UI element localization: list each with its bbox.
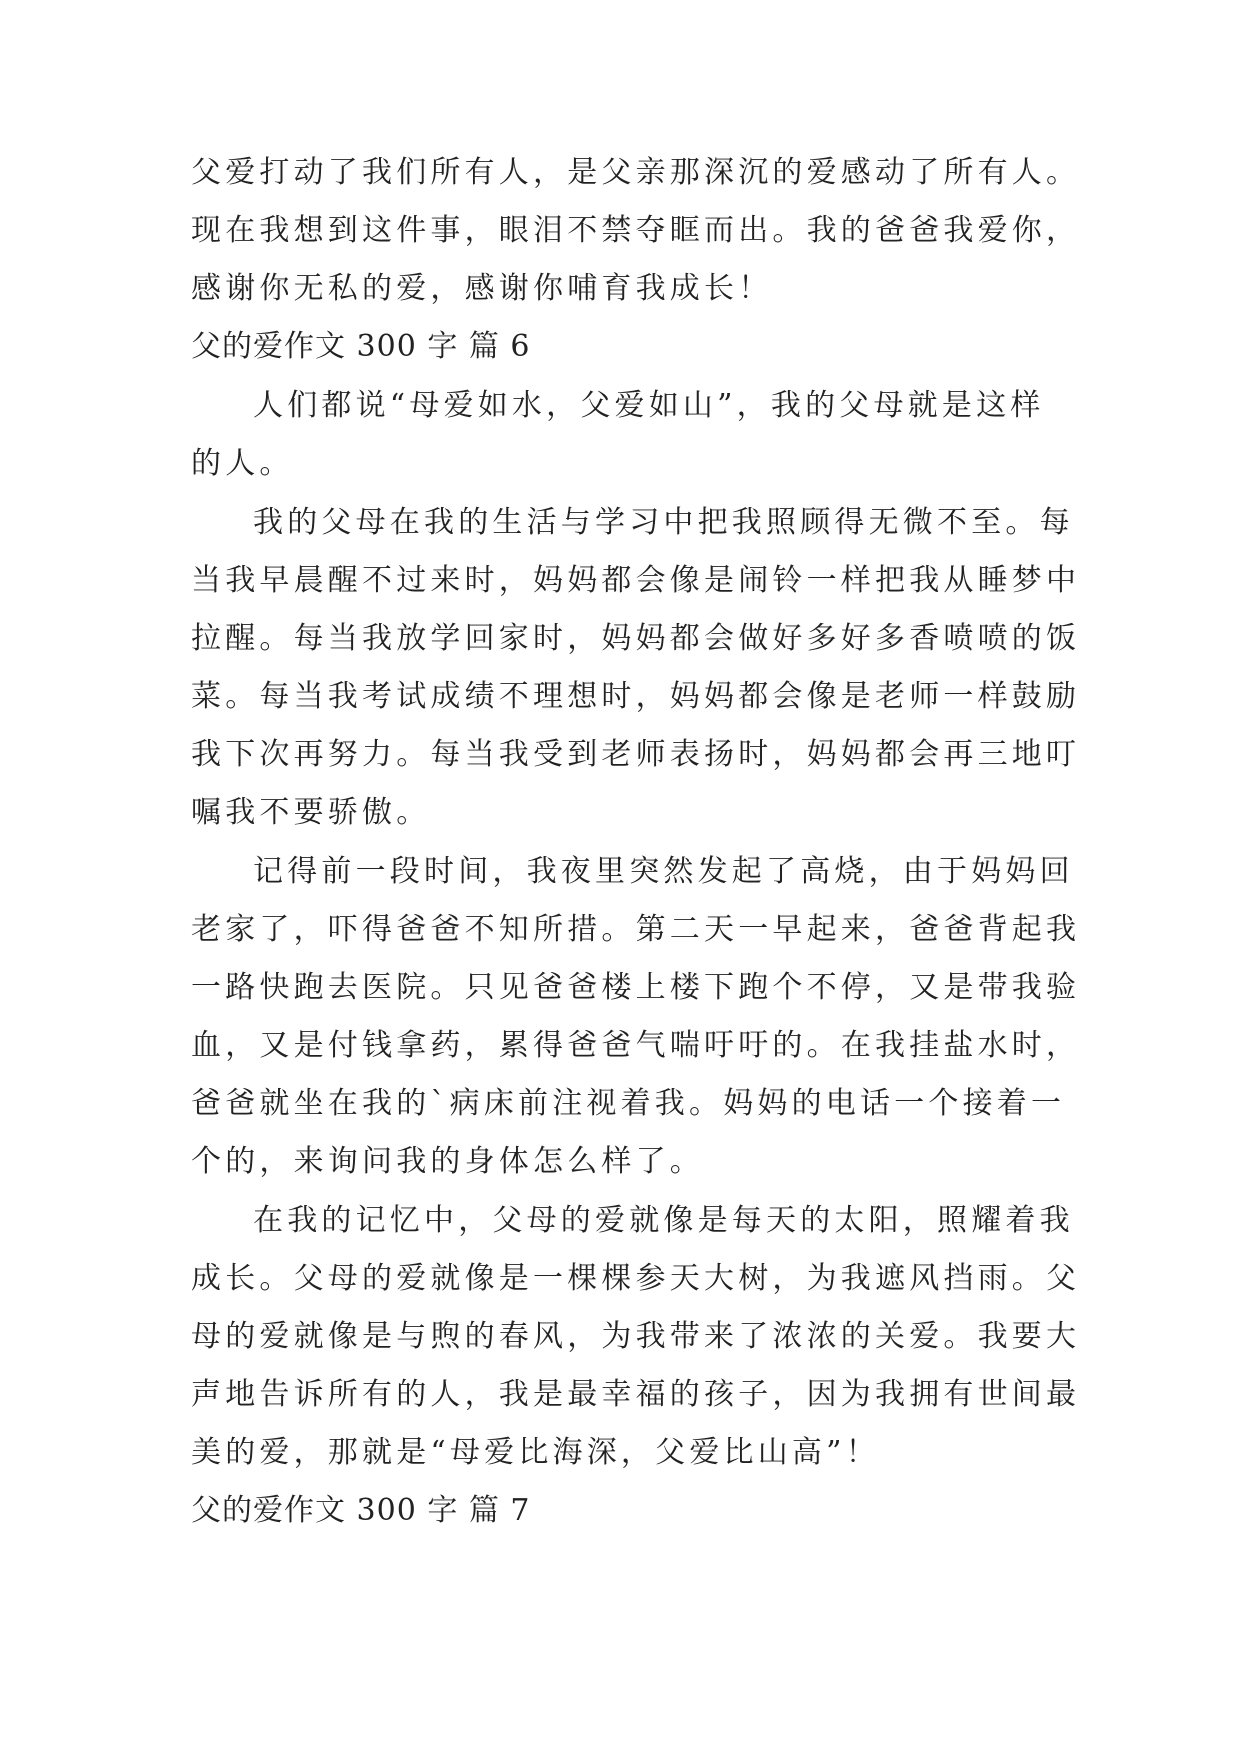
- paragraph-line: 现在我想到这件事，眼泪不禁夺眶而出。我的爸爸我爱你，: [191, 213, 1081, 248]
- paragraph-line: 当我早晨醒不过来时，妈妈都会像是闹铃一样把我从睡梦中: [191, 563, 1081, 598]
- paragraph-line: 老家了，吓得爸爸不知所措。第二天一早起来，爸爸背起我: [191, 912, 1081, 947]
- paragraph-line: 父爱打动了我们所有人，是父亲那深沉的爱感动了所有人。: [191, 155, 1081, 190]
- paragraph-line: 成长。父母的爱就像是一棵棵参天大树，为我遮风挡雨。父: [191, 1261, 1081, 1296]
- section-heading: 父的爱作文 300 字 篇 6: [191, 329, 531, 364]
- paragraph-line: 一路快跑去医院。只见爸爸楼上楼下跑个不停，又是带我验: [191, 970, 1081, 1005]
- paragraph-line: 个的，来询问我的身体怎么样了。: [191, 1144, 704, 1179]
- paragraph-line: 在我的记忆中，父母的爱就像是每天的太阳，照耀着我: [253, 1203, 1074, 1238]
- paragraph-line: 爸爸就坐在我的`病床前注视着我。妈妈的电话一个接着一: [191, 1086, 1066, 1121]
- paragraph-line: 声地告诉所有的人，我是最幸福的孩子，因为我拥有世间最: [191, 1377, 1081, 1412]
- paragraph-line: 我下次再努力。每当我受到老师表扬时，妈妈都会再三地叮: [191, 737, 1081, 772]
- paragraph-line: 嘱我不要骄傲。: [191, 795, 431, 830]
- paragraph-line: 菜。每当我考试成绩不理想时，妈妈都会像是老师一样鼓励: [191, 679, 1081, 714]
- paragraph-line: 的人。: [191, 446, 294, 481]
- paragraph-line: 拉醒。每当我放学回家时，妈妈都会做好多好多香喷喷的饭: [191, 621, 1081, 656]
- paragraph-line: 血，又是付钱拿药，累得爸爸气喘吁吁的。在我挂盐水时，: [191, 1028, 1081, 1063]
- paragraph-line: 记得前一段时间，我夜里突然发起了高烧，由于妈妈回: [253, 854, 1074, 889]
- paragraph-line: 感谢你无私的爱，感谢你哺育我成长！: [191, 271, 773, 306]
- section-heading: 父的爱作文 300 字 篇 7: [191, 1493, 531, 1528]
- paragraph-line: 母的爱就像是与煦的春风，为我带来了浓浓的关爱。我要大: [191, 1319, 1081, 1354]
- paragraph-line: 美的爱，那就是“母爱比海深，父爱比山高”！: [191, 1435, 880, 1470]
- paragraph-line: 人们都说“母爱如水，父爱如山”，我的父母就是这样: [253, 388, 1045, 423]
- paragraph-line: 我的父母在我的生活与学习中把我照顾得无微不至。每: [253, 505, 1074, 540]
